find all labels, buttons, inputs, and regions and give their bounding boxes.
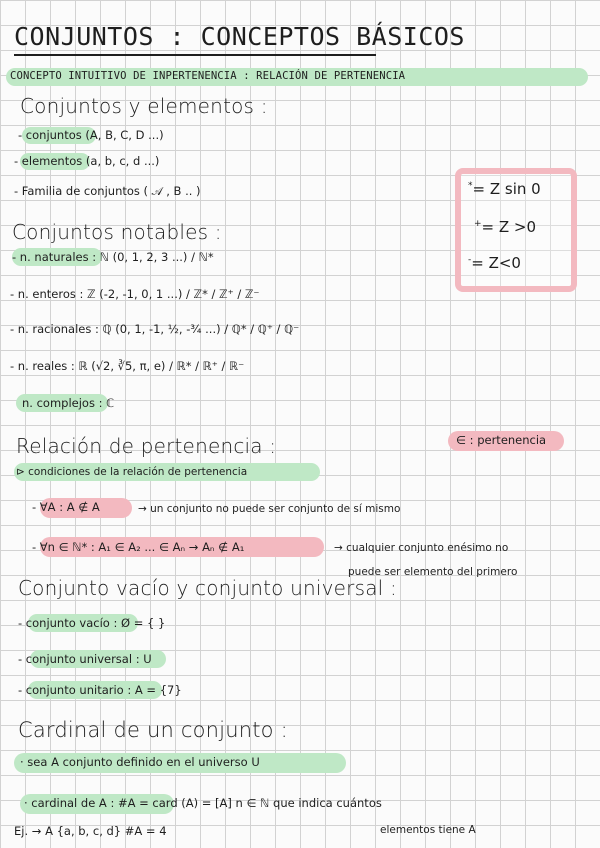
item-naturales: - n. naturales : ℕ (0, 1, 2, 3 ...) / ℕ* (12, 250, 214, 264)
z-row-sin-cero: *= Z sin 0 (468, 180, 541, 198)
cond2-text: → cualquier conjunto enésimo no (334, 542, 509, 554)
z-row-positivos: += Z >0 (474, 218, 537, 236)
concept-text: CONCEPTO INTUITIVO DE INPERTENENCIA : RELACIÓN DE PERTENENCIA (10, 70, 406, 82)
item-universal: - conjunto universal : U (18, 652, 152, 666)
cardinal-definition: · cardinal de A : #A = card (A) = [A] n ∈ ℕ que indica cuántos (24, 796, 382, 810)
section-heading-relacion: Relación de pertenencia : (16, 434, 277, 458)
condiciones-subheading: ⊳ condiciones de la relación de pertenencia (16, 466, 248, 478)
item-complejos: n. complejos : ℂ (22, 396, 115, 410)
pertenencia-badge: ∈ : pertenencia (456, 433, 547, 447)
item-conjuntos: - conjuntos (A, B, C, D ...) (18, 128, 164, 142)
item-enteros: - n. enteros : ℤ (-2, -1, 0, 1 ...) / ℤ* / ℤ⁺ / ℤ⁻ (10, 287, 260, 301)
section-heading-conjuntos-elementos: Conjuntos y elementos : (20, 94, 268, 118)
cardinal-line-sea: · sea A conjunto definido en el universo U (20, 755, 260, 769)
cond1-text: → un conjunto no puede ser conjunto de sí mismo (138, 503, 401, 515)
cond2-formula: - ∀n ∈ ℕ* : A₁ ∈ A₂ ... ∈ Aₙ → Aₙ ∉ A₁ (32, 540, 245, 554)
cond2-text-continued: puede ser elemento del primero (348, 566, 518, 578)
item-vacio: - conjunto vacío : Ø = { } (18, 616, 166, 630)
section-heading-cardinal: Cardinal de un conjunto : (18, 718, 288, 742)
item-unitario: - conjunto unitario : A = {7} (18, 683, 182, 697)
section-heading-conjuntos-notables: Conjuntos notables : (12, 220, 222, 244)
item-familia: - Familia de conjuntos ( 𝒜 , B .. ) (14, 184, 201, 198)
page-title: CONJUNTOS : CONCEPTOS BÁSICOS (14, 22, 465, 51)
item-racionales: - n. racionales : ℚ (0, 1, -1, ½, -³⁄₄ ...) / ℚ* / ℚ⁺ / ℚ⁻ (10, 322, 300, 336)
section-heading-vacio-universal: Conjunto vacío y conjunto universal : (18, 576, 397, 600)
item-elementos: - elementos (a, b, c, d ...) (14, 154, 160, 168)
title-underline (14, 54, 376, 56)
z-row-negativos: -= Z<0 (468, 254, 521, 272)
item-reales: - n. reales : ℝ (√2, ∛5, π, e) / ℝ* / ℝ⁺ / ℝ⁻ (10, 359, 245, 373)
cardinal-definition-continued: elementos tiene A (380, 824, 476, 836)
example: Ej. → A {a, b, c, d} #A = 4 (14, 824, 167, 838)
cond1-formula: - ∀A : A ∉ A (32, 500, 100, 514)
